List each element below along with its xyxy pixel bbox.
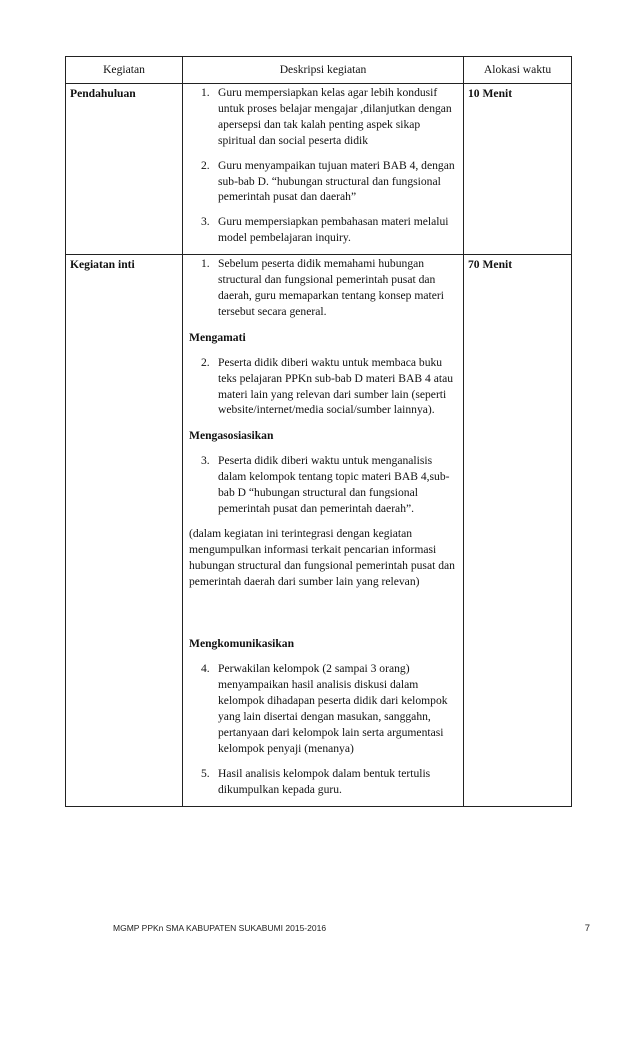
table-row-pendahuluan (66, 84, 572, 255)
item-number: 1. (201, 257, 210, 271)
item-text: Hasil analisis kelompok dalam bentuk tertulis dikumpulkan kepada guru. (218, 766, 431, 796)
list-item (189, 85, 457, 149)
item-number: 3. (201, 215, 210, 229)
item-text: Peserta didik diberi waktu untuk membaca buku teks pelajaran PPKn sub-bab D materi BAB 4 atau materi lain yang relevan dari sumber lain (seperti website/internet/media social/sumber lainnya). (218, 355, 454, 417)
heading-mengasosiasikan: Mengasosiasikan (189, 429, 274, 443)
header-alokasi: Alokasi waktu (464, 57, 572, 84)
table-row-inti (66, 255, 572, 806)
inti-list-3 (189, 453, 457, 517)
item-number: 5. (201, 766, 210, 780)
footer-text: MGMP PPKn SMA KABUPATEN SUKABUMI 2015-2016 (113, 923, 327, 933)
row-label: Pendahuluan (70, 87, 136, 100)
item-text: Guru mempersiapkan kelas agar lebih kondusif untuk proses belajar mengajar ,dilanjutkan dengan apersepsi dan tak kalah penting aspek sikap spiritual dan social peserta didik (218, 86, 452, 147)
cell-inti-time (464, 255, 572, 806)
item-number: 3. (201, 454, 210, 468)
inti-list-4 (189, 661, 457, 797)
list-item (189, 214, 457, 246)
cell-pendahuluan-desc (183, 84, 464, 255)
inti-list-1 (189, 256, 457, 320)
page-number: 7 (584, 923, 590, 934)
time-allocation: 10 Menit (468, 87, 513, 100)
heading-mengkomunikasikan: Mengkomunikasikan (189, 637, 295, 651)
item-number: 4. (201, 662, 210, 676)
cell-inti-desc (183, 255, 464, 806)
header-kegiatan: Kegiatan (66, 57, 183, 84)
page-footer (113, 923, 590, 933)
list-item (189, 158, 457, 206)
table-header-row (66, 57, 572, 84)
heading-mengamati: Mengamati (189, 330, 246, 344)
cell-inti-label (66, 255, 183, 806)
item-number: 2. (201, 158, 210, 172)
item-number: 2. (201, 355, 210, 369)
item-text: Peserta didik diberi waktu untuk menganalisis dalam kelompok tentang topic materi BAB 4,sub-bab D “hubungan structural dan fungsional pemerintah pusat dan pemerintah daerah”. (218, 454, 450, 515)
item-text: Guru menyampaikan tujuan materi BAB 4, dengan sub-bab D. “hubungan structural dan fungsional pemerintah pusat dan daerah” (218, 158, 455, 204)
list-item (189, 661, 457, 756)
list-item (189, 766, 457, 798)
cell-pendahuluan-label (66, 84, 183, 255)
item-number: 1. (201, 86, 210, 99)
item-text: Perwakilan kelompok (2 sampai 3 orang) menyampaikan hasil analisis diskusi dalam kelompok dihadapan peserta didik dari kelompok yang lain disertai dengan masukan, sanggahn, pertanyaan dari kelompok lain serta argumentasi kelompok penyaji (menanya) (218, 662, 448, 755)
list-item (189, 256, 457, 320)
list-item (189, 453, 457, 517)
inti-list-2 (189, 355, 457, 419)
pendahuluan-list (189, 85, 457, 246)
integration-note: (dalam kegiatan ini terintegrasi dengan kegiatan mengumpulkan informasi terkait pencarian informasi hubungan structural dan fungsional pemerintah pusat dan pemerintah daerah dari sumber lain yang relevan) (189, 526, 455, 588)
row-label: Kegiatan inti (70, 258, 135, 272)
header-deskripsi: Deskripsi kegiatan (183, 57, 464, 84)
item-text: Sebelum peserta didik memahami hubungan structural dan fungsional pemerintah pusat dan daerah, guru memaparkan tentang konsep materi tersebut secara general. (218, 257, 444, 318)
time-allocation: 70 Menit (468, 258, 513, 272)
list-item (189, 355, 457, 419)
cell-pendahuluan-time (464, 84, 572, 255)
lesson-activity-table (65, 56, 572, 807)
item-text: Guru mempersiapkan pembahasan materi melalui model pembelajaran inquiry. (218, 215, 449, 245)
